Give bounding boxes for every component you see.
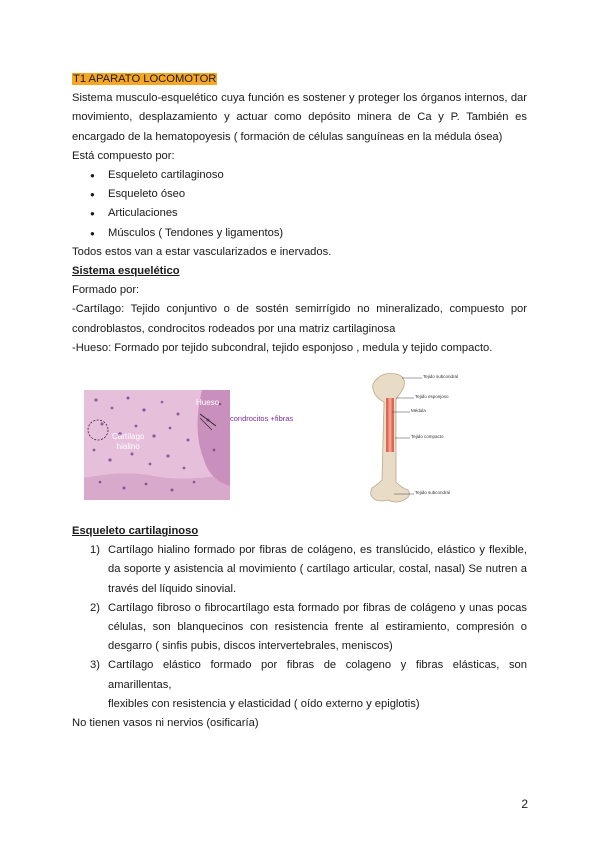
formed-label: Formado por: — [72, 284, 140, 297]
item-line: Cartílago elástico formado por fibras de colageno y fibras elásticas, son amarillentas, — [108, 659, 527, 691]
histo-label-cartilago-line2: hialino — [116, 442, 140, 452]
list-item — [72, 599, 527, 657]
item-number: 2) — [90, 601, 100, 614]
bone-line: -Hueso: Formado por tejido subcondral, tejido esponjoso , medula y tejido compacto. — [72, 341, 493, 354]
histo-label-hueso: Hueso — [196, 398, 220, 408]
intro-line-2: movimiento, desplazamiento y actuar como depósito minera de Ca y P. También es — [72, 111, 527, 124]
page-number: 2 — [521, 797, 528, 811]
cartilage-line-1: -Cartílago: Tejido conjuntivo o de sostén semirrígido no mineralizado, compuesto por — [72, 303, 527, 316]
intro-line-3: encargado de la hematopoyesis ( formación de células sanguíneas en la médula ósea) — [72, 130, 503, 143]
section-heading-cartilaginous: Esqueleto cartilaginoso — [72, 525, 199, 538]
document-title: T1 APARATO LOCOMOTOR — [73, 73, 217, 85]
list-item: ● Esqueleto cartilaginoso — [72, 166, 527, 185]
bone-label-compacto: Tejido compacto — [411, 434, 444, 440]
intro-line-1: Sistema musculo-esquelético cuya función es sostener y proteger los órganos internos, dar — [72, 92, 527, 105]
bone-label-medula: Médula — [411, 408, 426, 414]
item-line: da soporte y asistencia al movimiento ( cartílago articular, costal, nasal) Se nutren a — [108, 563, 527, 576]
list-item: ● Esqueleto óseo — [72, 185, 527, 204]
item-line: desgarro ( sinfis pubis, discos intervertebrales, meniscos) — [108, 640, 393, 653]
list-item — [72, 541, 527, 599]
histo-label-condrocitos: condrocitos +fibras — [230, 414, 294, 424]
list-item — [72, 656, 527, 714]
composed-label: Está compuesto por: — [72, 149, 175, 162]
bone-label-esponjoso: Tejido esponjoso — [415, 394, 449, 400]
histo-label-cartilago-line1: Cartílago — [112, 432, 145, 442]
list-item: ● Articulaciones — [72, 204, 527, 223]
item-line: través del líquido sinovial. — [108, 582, 237, 595]
list-item: ● Músculos ( Tendones y ligamentos) — [72, 224, 527, 243]
histo-label-cartilago — [112, 432, 144, 452]
vascular-note: Todos estos van a estar vascularizados e inervados. — [72, 245, 332, 258]
item-line: flexibles con resistencia y elasticidad ( oído externo y epiglotis) — [108, 697, 420, 710]
item-number: 1) — [90, 544, 100, 557]
bone-label-subcondral-top: Tejido subcondral — [423, 374, 459, 380]
document-page — [72, 70, 527, 733]
item-line: células, son blanquecinos con resistencia frente al estiramiento, compresión o — [108, 621, 527, 634]
femur-illustration — [362, 372, 522, 504]
figures-row — [72, 372, 527, 506]
footer-note: No tienen vasos ni nervios (osificaría) — [72, 717, 259, 730]
item-number: 3) — [90, 659, 100, 672]
section-heading-skeletal: Sistema esquelético — [72, 265, 180, 278]
components-list — [72, 166, 527, 243]
cartilage-line-2: condroblastos, condrocitos rodeados por una matriz cartilaginosa — [72, 322, 396, 335]
item-line: Cartílago hialino formado por fibras de colágeno, es translúcido, elástico y flexible, — [108, 544, 527, 557]
cartilage-types-list — [72, 541, 527, 714]
bone-label-subcondral-bottom: Tejido subcondral — [415, 490, 451, 496]
item-line: Cartílago fibroso o fibrocartílago esta formado por fibras de colágeno y unas pocas — [108, 601, 527, 614]
